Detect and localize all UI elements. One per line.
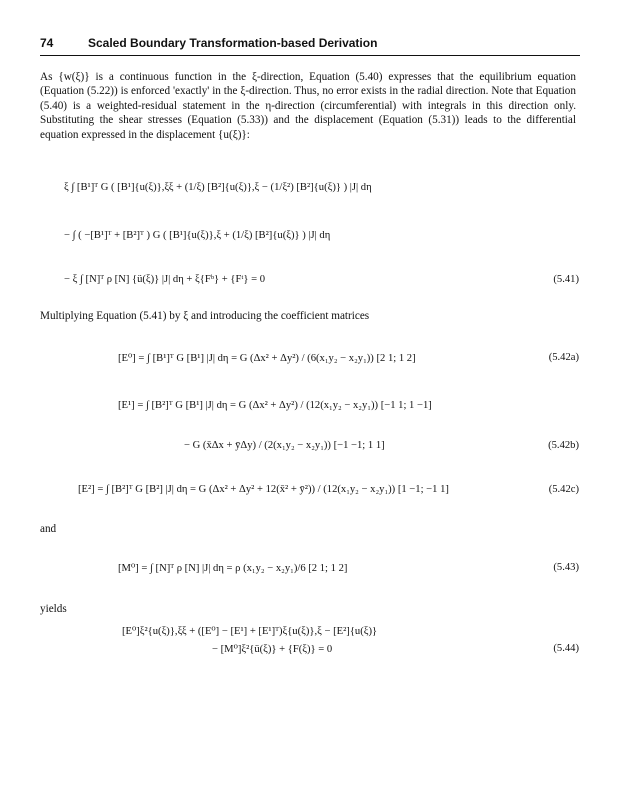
equation-5-42b-line-1: [E¹] = ∫ [B²]ᵀ G [B¹] |J| dη = G (Δx² + Δy²) / (12(x₁y₂ − x₂y₁)) [−1 1; 1 −1] xyxy=(118,400,432,411)
equation-number-5-42b: (5.42b) xyxy=(548,440,579,451)
equation-5-44-line-2: − [M⁰]ξ²{ü(ξ)} + {F(ξ)} = 0 xyxy=(212,644,333,655)
equation-number-5-41: (5.41) xyxy=(553,274,579,285)
equation-5-42b-line-2: − G (x̄Δx + ȳΔy) / (2(x₁y₂ − x₂y₁)) [−1 −1; 1 1] xyxy=(184,440,385,451)
equation-number-5-42c: (5.42c) xyxy=(548,484,579,495)
word-yields: yields xyxy=(40,603,67,615)
paragraph-2: Multiplying Equation (5.41) by ξ and introducing the coefficient matrices xyxy=(40,310,370,322)
equation-5-41-line-3: − ξ ∫ [N]ᵀ ρ [N] {ü(ξ)} |J| dη + ξ{Fᵇ} + {Fᵗ} = 0 xyxy=(64,274,266,285)
equation-5-41-line-2: − ∫ ( −[B¹]ᵀ + [B²]ᵀ ) G ( [B¹]{u(ξ)},ξ + (1/ξ) [B²]{u(ξ)} ) |J| dη xyxy=(64,230,331,241)
equation-5-42a: [E⁰] = ∫ [B¹]ᵀ G [B¹] |J| dη = G (Δx² + Δy²) / (6(x₁y₂ − x₂y₁)) [2 1; 1 2] xyxy=(118,353,416,364)
equation-number-5-43: (5.43) xyxy=(553,562,579,573)
equation-5-44-line-1: [E⁰]ξ²{u(ξ)},ξξ + ([E⁰] − [E¹] + [E¹]ᵀ)ξ{u(ξ)},ξ − [E²]{u(ξ)} xyxy=(122,626,378,637)
equation-5-42c: [E²] = ∫ [B²]ᵀ G [B²] |J| dη = G (Δx² + Δy² + 12(x̄² + ȳ²)) / (12(x₁y₂ − x₂y₁)) [1 −1; −1 1] xyxy=(78,484,449,495)
running-title: Scaled Boundary Transformation-based Derivation xyxy=(88,36,378,50)
page-number: 74 xyxy=(40,36,54,50)
paragraph-1: As {w(ξ)} is a continuous function in the ξ-direction, Equation (5.40) expresses that the equilibrium equation (Equation (5.22)) is enforced 'exactly' in the ξ-direction. Thus, no error exists in the radial direction. Note that Equation (5.40) is a weighted-residual statement in the η-direction (circumferential) with integrals in this direction only. Substituting the shear stresses (Equation (5.33)) and the displacement (Equation (5.31)) leads to the differential equation expressed in the displacement {u(ξ)}: xyxy=(40,71,576,141)
equation-5-43: [M⁰] = ∫ [N]ᵀ ρ [N] |J| dη = ρ (x₁y₂ − x₂y₁)/6 [2 1; 1 2] xyxy=(118,563,348,574)
word-and: and xyxy=(40,523,57,535)
equation-number-5-44: (5.44) xyxy=(553,643,579,654)
running-header xyxy=(40,36,570,54)
equation-5-41-line-1: ξ ∫ [B¹]ᵀ G ( [B¹]{u(ξ)},ξξ + (1/ξ) [B²]{u(ξ)},ξ − (1/ξ²) [B²]{u(ξ)} ) |J| dη xyxy=(64,182,372,193)
equation-number-5-42a: (5.42a) xyxy=(548,352,579,363)
header-rule xyxy=(40,55,580,56)
